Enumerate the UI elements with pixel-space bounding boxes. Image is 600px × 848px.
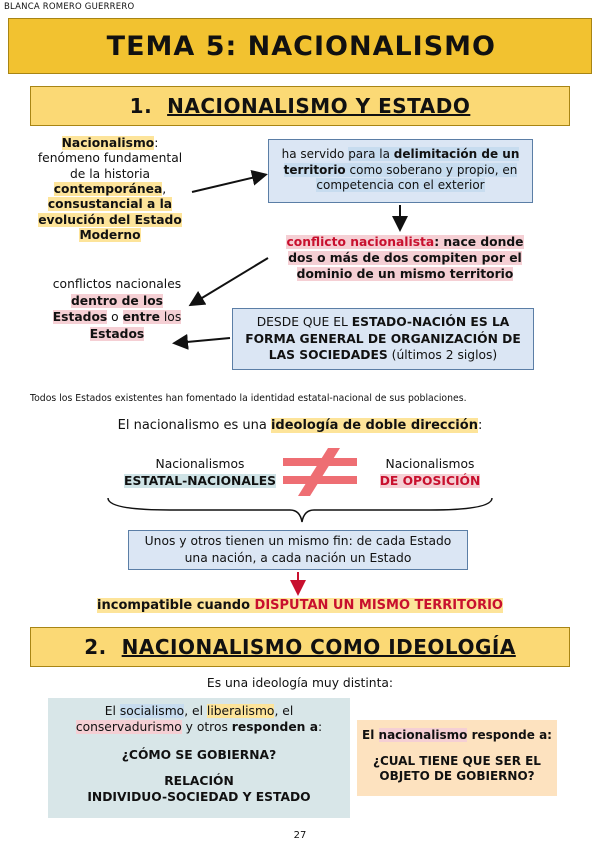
box5-question-1: ¿CUAL TIENE QUE SER EL xyxy=(373,753,541,768)
box1-text-2: para la xyxy=(348,147,394,161)
dd-text-1: El nacionalismo es una xyxy=(117,418,271,433)
nationalism-question-box xyxy=(357,720,557,796)
definition-text-4: consustancial a la evolución del Estado Moderno xyxy=(38,197,182,243)
cn-text-7: Estados xyxy=(89,326,145,341)
box4-socialism: socialismo xyxy=(119,704,185,718)
box4-text-5: , el xyxy=(274,704,294,718)
box1-text-4: como soberano y propio, en competencia con el exterior xyxy=(316,162,518,193)
nat-left-line-1: Nacionalismos xyxy=(155,457,245,471)
arrow-box2-to-national xyxy=(176,338,230,343)
section-1-number: 1. xyxy=(129,94,153,118)
nationalist-conflict-text xyxy=(280,235,530,283)
box4-liberalism: liberalismo xyxy=(206,704,275,718)
box3-line-1: Unos y otros tienen un mismo fin: de cada Estado xyxy=(144,534,452,548)
box2-text-2: ESTADO-NACIÓN ES LA xyxy=(351,315,510,329)
section-1-title xyxy=(30,86,570,126)
box1-text-1: ha servido xyxy=(281,147,349,161)
page-number: 27 xyxy=(293,830,307,841)
section-1-heading: NACIONALISMO Y ESTADO xyxy=(167,94,471,118)
box4-text-7: y otros xyxy=(181,719,232,734)
box4-text-9: : xyxy=(318,719,323,734)
box4-respond: responden a xyxy=(231,719,319,734)
box4-question: ¿CÓMO SE GOBIERNA? xyxy=(121,747,277,762)
dd-text-3: : xyxy=(477,418,483,433)
nat-left-line-2: ESTATAL-NACIONALES xyxy=(124,473,276,488)
definition-colon: : xyxy=(154,136,159,150)
cn-text-6: los xyxy=(159,310,182,325)
box4-conservatism: conservadurismo xyxy=(75,719,182,734)
box4-text-1: El xyxy=(104,704,120,718)
definition-text-2: contemporánea xyxy=(53,182,163,197)
dd-text-2: ideología de doble dirección xyxy=(270,418,478,433)
all-states-note: Todos los Estados existentes han fomentado la identidad estatal-nacional de sus poblaciones. xyxy=(30,393,467,404)
cn-text-5: entre xyxy=(122,310,160,325)
incompatible-text-2: DISPUTAN UN MISMO TERRITORIO xyxy=(254,598,503,613)
state-national-nationalisms xyxy=(105,456,295,489)
opposition-nationalisms xyxy=(370,456,490,489)
nat-right-line-2: DE OPOSICIÓN xyxy=(379,473,481,488)
box2-text-3: FORMA GENERAL DE ORGANIZACIÓN DE LAS SOCIEDADES xyxy=(245,331,521,363)
double-direction-statement xyxy=(0,418,600,433)
section-2-title xyxy=(30,627,570,667)
conflict-term: conflicto nacionalista xyxy=(286,235,435,249)
arrow-definition-to-box1 xyxy=(192,175,264,192)
nation-state-box xyxy=(232,308,534,370)
box1-text-3: delimitación de un territorio xyxy=(283,147,520,177)
box5-text-1: El xyxy=(362,728,379,742)
national-conflicts-text xyxy=(52,276,182,342)
cn-text-2: dentro de los xyxy=(71,293,163,308)
definition-term: Nacionalismo xyxy=(61,136,155,150)
box2-text-1: DESDE QUE EL xyxy=(256,315,352,329)
definition-text-1: fenómeno fundamental de la historia xyxy=(37,151,183,181)
nat-right-line-1: Nacionalismos xyxy=(385,457,475,471)
cn-text-3: Estados xyxy=(52,310,108,325)
box5-nationalism: nacionalismo xyxy=(378,728,468,742)
section-2-number: 2. xyxy=(84,635,107,659)
other-ideologies-box xyxy=(48,698,350,818)
curly-brace xyxy=(108,498,492,522)
box4-relation-1: RELACIÓN xyxy=(164,773,234,788)
author-name: BLANCA ROMERO GUERRERO xyxy=(4,2,135,12)
common-goal-box xyxy=(128,530,468,570)
section-2-heading: NACIONALISMO COMO IDEOLOGÍA xyxy=(121,635,516,659)
box5-question-2: OBJETO DE GOBIERNO? xyxy=(379,769,535,784)
box4-relation-2: INDIVIDUO-SOCIEDAD Y ESTADO xyxy=(87,789,311,804)
main-title: TEMA 5: NACIONALISMO xyxy=(8,18,592,74)
definition-text-3: , xyxy=(162,182,167,197)
distinct-ideology-text: Es una ideología muy distinta: xyxy=(206,676,394,690)
territory-delimitation-box xyxy=(268,139,533,203)
nationalism-definition xyxy=(30,136,190,244)
box5-text-3: responde a: xyxy=(467,728,552,742)
incompatible-text-1: incompatible cuando xyxy=(97,598,255,613)
arrow-conflict-to-national xyxy=(192,258,268,304)
box2-text-4: (últimos 2 siglos) xyxy=(387,348,498,363)
box3-line-2: una nación, a cada nación un Estado xyxy=(184,550,412,565)
incompatible-statement xyxy=(0,598,600,613)
cn-text-1: conflictos nacionales xyxy=(52,277,182,291)
box4-text-3: , el xyxy=(184,704,207,718)
conflict-description: : nace donde dos o más de dos compiten por el dominio de un mismo territorio xyxy=(288,235,524,281)
cn-text-4: o xyxy=(107,310,123,325)
